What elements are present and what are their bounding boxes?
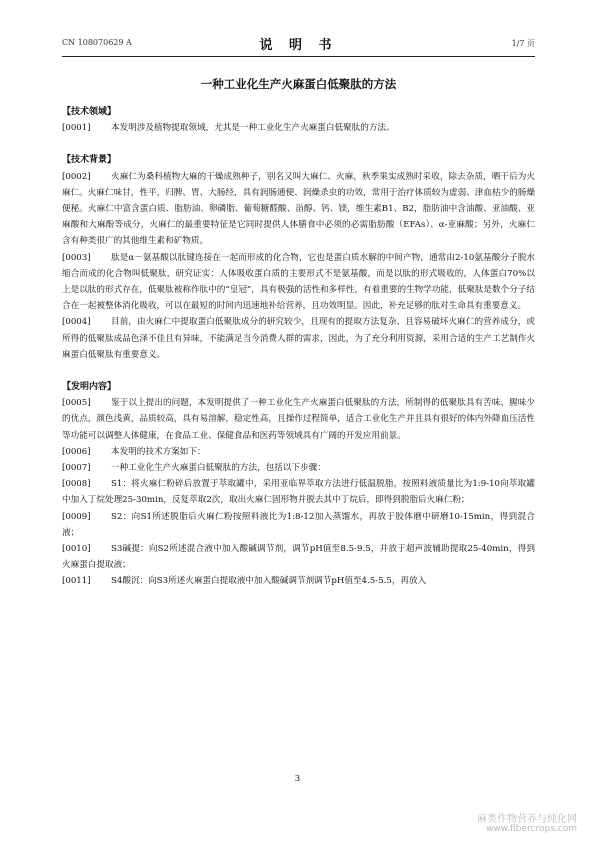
page-header [62, 34, 535, 54]
paragraph-text: S1：将火麻仁粉碎后放置于萃取罐中，采用亚临界萃取方法进行低温脱脂，按照料液质量比为1:9-10向萃取罐中加入丁烷处理25-30min，反复萃取2次，取出火麻仁固形物并脱去其中丁烷后，即得到脱脂后火麻仁粉； [62, 479, 535, 506]
document-type: 说 明 书 [259, 38, 338, 53]
paragraph [62, 573, 535, 589]
paragraph-text: 本发明的技术方案如下： [111, 446, 206, 457]
document-body [62, 104, 535, 590]
publication-number: CN 108070629 A [62, 38, 132, 47]
paragraph-number: [0006] [62, 446, 91, 457]
paragraph-number: [0005] [62, 398, 91, 409]
section-heading: 【发明内容】 [62, 382, 117, 393]
paragraph-number: [0010] [62, 544, 91, 555]
paragraph [62, 476, 535, 508]
paragraph-number: [0007] [62, 463, 91, 474]
paragraph [62, 460, 535, 476]
paragraph-text: 目前，由火麻仁中提取蛋白低聚肽成分的研究较少，且现有的提取方法复杂、且容易破坏火麻仁的营养成分，或所得的低聚肽成品色泽不佳且有异味，不能满足当今消费人群的需求，因此，为了充分利用资源，采用合适的生产工艺制作火麻蛋白低聚肽有重要意义。 [62, 317, 535, 360]
paragraph [62, 509, 535, 541]
section-heading: 【技术背景】 [62, 155, 117, 166]
page-number: 3 [294, 774, 301, 784]
paragraph-text: S4酸沉：向S3所述火麻蛋白提取液中加入酸碱调节剂调节pH值至4.5-5.5，再放入 [111, 576, 427, 587]
document-title: 一种工业化生产火麻蛋白低聚肽的方法 [200, 77, 397, 91]
paragraph-text: S2：向S1所述脱脂后火麻仁粉按照料液比为1:8-12加入蒸馏水，再放于胶体磨中研磨10-15min，得到混合液； [62, 511, 535, 538]
paragraph-number: [0004] [62, 317, 91, 328]
paragraph [62, 444, 535, 460]
paragraph [62, 314, 535, 363]
paragraph [62, 120, 535, 136]
paragraph-number: [0011] [62, 576, 91, 587]
paragraph-text: 本发明涉及植物提取领域，尤其是一种工业化生产火麻蛋白低聚肽的方法。 [111, 123, 395, 134]
paragraph-text: 鉴于以上提出的问题，本发明提供了一种工业化生产火麻蛋白低聚肽的方法，所制得的低聚肽具有苦味、腥味少的优点，颜色浅黄，品质较高，具有易溶解，稳定性高，且操作过程简单，适合工业化生产并且具有很好的体内外降血压活性等功能可以调整人体健康，在食品工业、保健食品和医药等领域具有广阔的开发应用前景。 [62, 398, 535, 441]
header-rule [62, 56, 535, 57]
section-heading: 【技术领域】 [62, 107, 117, 117]
watermark-text: 麻类作物营养与纯化网 [477, 814, 577, 825]
paragraph [62, 250, 535, 315]
paragraph-text: S3碱提：向S2所述混合液中加入酸碱调节剂，调节pH值至8.5-9.5，并放于超声波辅助提取25-40min，得到火麻蛋白提取液； [62, 544, 535, 571]
paragraph-text: 一种工业化生产火麻蛋白低聚肽的方法，包括以下步骤： [111, 463, 326, 474]
paragraph [62, 169, 535, 250]
paragraph-number: [0008] [62, 479, 91, 490]
paragraph [62, 395, 535, 444]
paragraph-text: 肽是α－氨基酸以肽键连接在一起而形成的化合物，它也是蛋白质水解的中间产物，通常由2-10氨基酸分子脱水缩合而成的化合物叫低聚肽，研究证实：人体吸收蛋白质的主要形式不是氨基酸，而是以肽的形式吸收的，人体蛋白70%以上是以肽的形式存在，低聚肽被称作肽中的“皇冠”，具有极强的活性和多样性，有着重要的生物学功能，低聚肽是数个分子结合在一起被整体消化吸收，可以在最短的时间内迅速地补给营养，且功效明显。因此，补充足够的肽对生命具有重要意义。 [62, 252, 535, 312]
watermark-url: www.fibercrops.com [486, 824, 577, 834]
paragraph-number: [0009] [62, 511, 91, 522]
paragraph-text: 火麻仁为桑科植物大麻的干燥成熟种子，别名又叫大麻仁、火麻，秋季果实成熟时采收，除去杂质，晒干后为火麻仁。火麻仁味甘，性平，归脾、胃、大肠经，具有润肠通便、润燥杀虫的功效，常用于治疗体质较为虚弱、津血枯少的肠燥便秘。火麻仁中富含蛋白质、脂肪油、卵磷脂、葡萄糖醛酸、甾醇、钙、镁，维生素B1、B2，脂肪油中含油酸、亚油酸、亚麻酸和大麻酚等成分，火麻仁的最重要特征是它同时提供人体膳食中必须的必需脂肪酸（EFAs）、α-亚麻酸；另外，火麻仁含有种类很广的其他维生素和矿物质。 [62, 171, 535, 247]
paragraph-number: [0002] [62, 171, 91, 182]
paragraph-number: [0001] [62, 123, 91, 134]
paragraph [62, 541, 535, 573]
paragraph-number: [0003] [62, 252, 91, 263]
page-count: 1/7 页 [511, 39, 535, 48]
